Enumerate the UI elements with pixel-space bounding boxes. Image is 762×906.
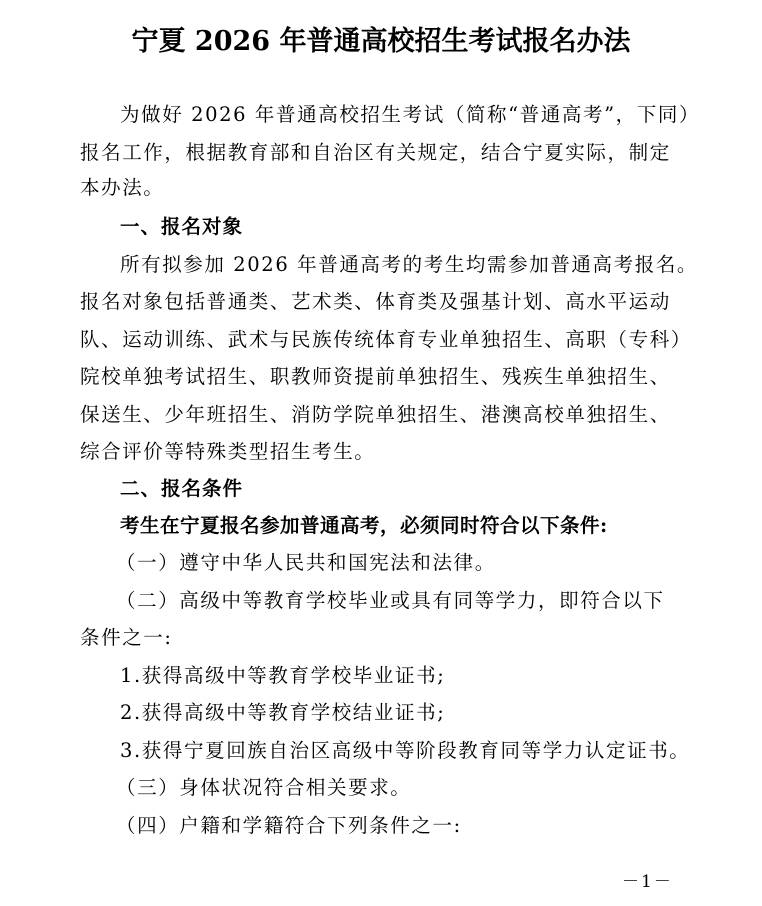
section-1-heading: 一、报名对象 <box>120 215 244 238</box>
page-number: －1－ <box>622 872 673 892</box>
section-1-line-4: 院校单独考试招生、职教师资提前单独招生、残疾生单独招生、 <box>80 365 671 388</box>
section-1-line-1: 所有拟参加 2026 年普通高考的考生均需参加普通高考报名。 <box>120 253 699 276</box>
section-1-line-6: 综合评价等特殊类型招生考生。 <box>80 440 376 463</box>
intro-line-1: 为做好 2026 年普通高校招生考试（简称“普通高考”，下同） <box>120 103 701 126</box>
section-1-line-5: 保送生、少年班招生、消防学院单独招生、港澳高校单独招生、 <box>80 403 671 426</box>
condition-2: （二）高级中等教育学校毕业或具有同等学力，即符合以下 <box>116 589 665 612</box>
intro-line-3: 本办法。 <box>80 176 165 199</box>
section-2-heading: 二、报名条件 <box>120 477 244 500</box>
condition-2-continuation: 条件之一: <box>80 626 173 649</box>
document-title: 宁夏 2026 年普通高校招生考试报名办法 <box>131 26 631 57</box>
section-1-line-3: 队、运动训练、武术与民族传统体育专业单独招生、高职（专科） <box>80 328 692 351</box>
condition-2-item-2: 2.获得高级中等教育学校结业证书; <box>120 701 446 724</box>
condition-2-item-1: 1.获得高级中等教育学校毕业证书; <box>120 664 446 687</box>
section-1-line-2: 报名对象包括普通类、艺术类、体育类及强基计划、高水平运动 <box>80 290 671 313</box>
section-2-lead: 考生在宁夏报名参加普通高考，必须同时符合以下条件: <box>120 514 608 537</box>
condition-1: （一）遵守中华人民共和国宪法和法律。 <box>116 551 496 574</box>
condition-2-item-3: 3.获得宁夏回族自治区高级中等阶段教育同等学力认定证书。 <box>120 739 691 762</box>
intro-line-2: 报名工作，根据教育部和自治区有关规定，结合宁夏实际，制定 <box>80 141 671 164</box>
condition-4: （四）户籍和学籍符合下列条件之一: <box>116 814 462 837</box>
condition-3: （三）身体状况符合相关要求。 <box>116 776 412 799</box>
